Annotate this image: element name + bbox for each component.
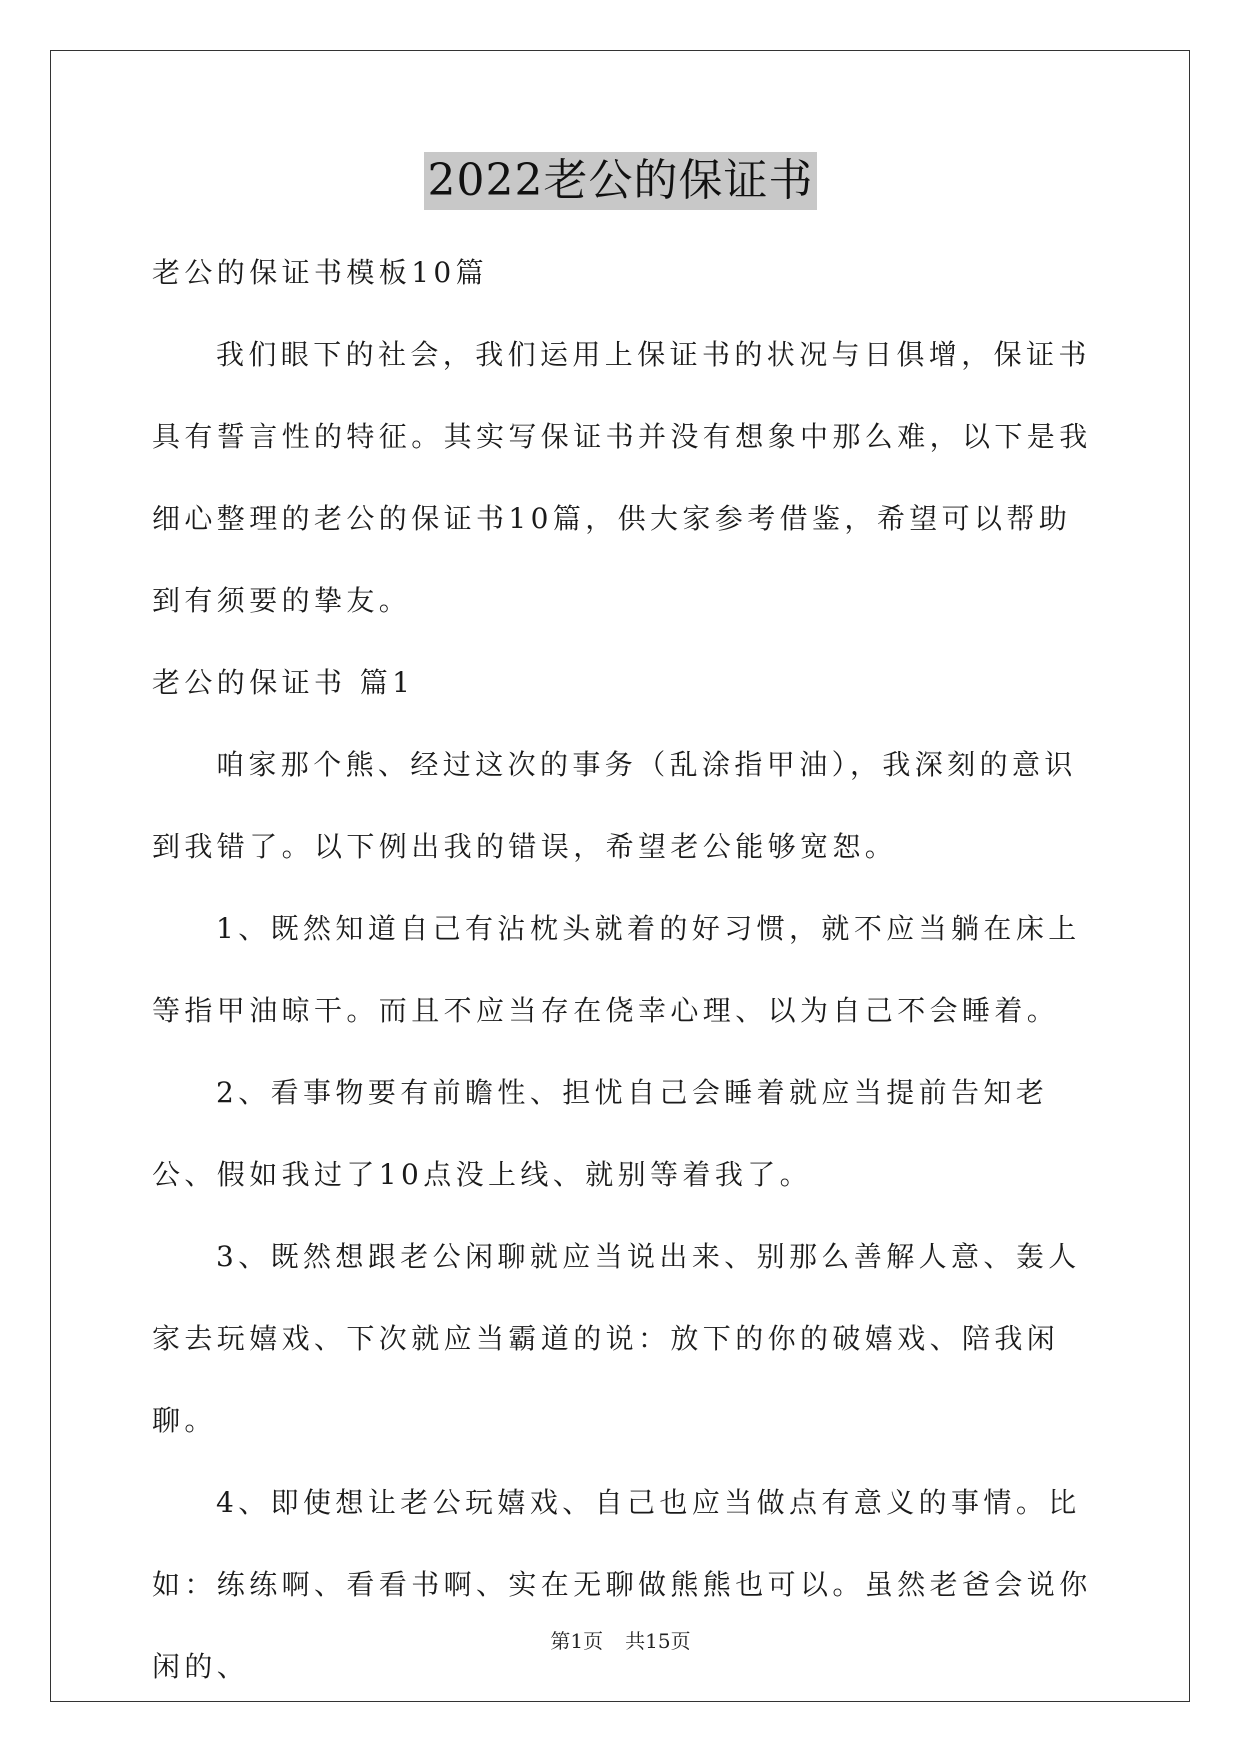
- list-item: 4、即使想让老公玩嬉戏、自己也应当做点有意义的事情。比如：练练啊、看看书啊、实在无聊做熊熊也可以。虽然老爸会说你闲的、: [152, 1486, 1092, 1683]
- page-footer: [0, 1627, 1241, 1655]
- section-heading: 老公的保证书 篇1: [152, 666, 415, 699]
- list-item: 1、既然知道自己有沾枕头就着的好习惯，就不应当躺在床上等指甲油晾干。而且不应当存在侥幸心理、以为自己不会睡着。: [152, 912, 1081, 1027]
- title-container: [0, 152, 1241, 210]
- document-title: 2022老公的保证书: [424, 152, 818, 210]
- paragraph: 我们眼下的社会，我们运用上保证书的状况与日俱增，保证书具有誓言性的特征。其实写保证书并没有想象中那么难，以下是我细心整理的老公的保证书10篇，供大家参考借鉴，希望可以帮助到有须要的挚友。: [152, 338, 1092, 617]
- list-item: 2、看事物要有前瞻性、担忧自己会睡着就应当提前告知老公、假如我过了10点没上线、就别等着我了。: [152, 1076, 1049, 1191]
- paragraph: 咱家那个熊、经过这次的事务（乱涂指甲油），我深刻的意识到我错了。以下例出我的错误，希望老公能够宽恕。: [152, 748, 1077, 863]
- page-total: 共15页: [625, 1629, 691, 1653]
- document-body: [152, 232, 1092, 1708]
- list-item: 3、既然想跟老公闲聊就应当说出来、别那么善解人意、轰人家去玩嬉戏、下次就应当霸道的说：放下的你的破嬉戏、陪我闲聊。: [152, 1240, 1081, 1437]
- page-number: 第1页: [550, 1629, 604, 1653]
- paragraph: 老公的保证书模板10篇: [152, 256, 489, 289]
